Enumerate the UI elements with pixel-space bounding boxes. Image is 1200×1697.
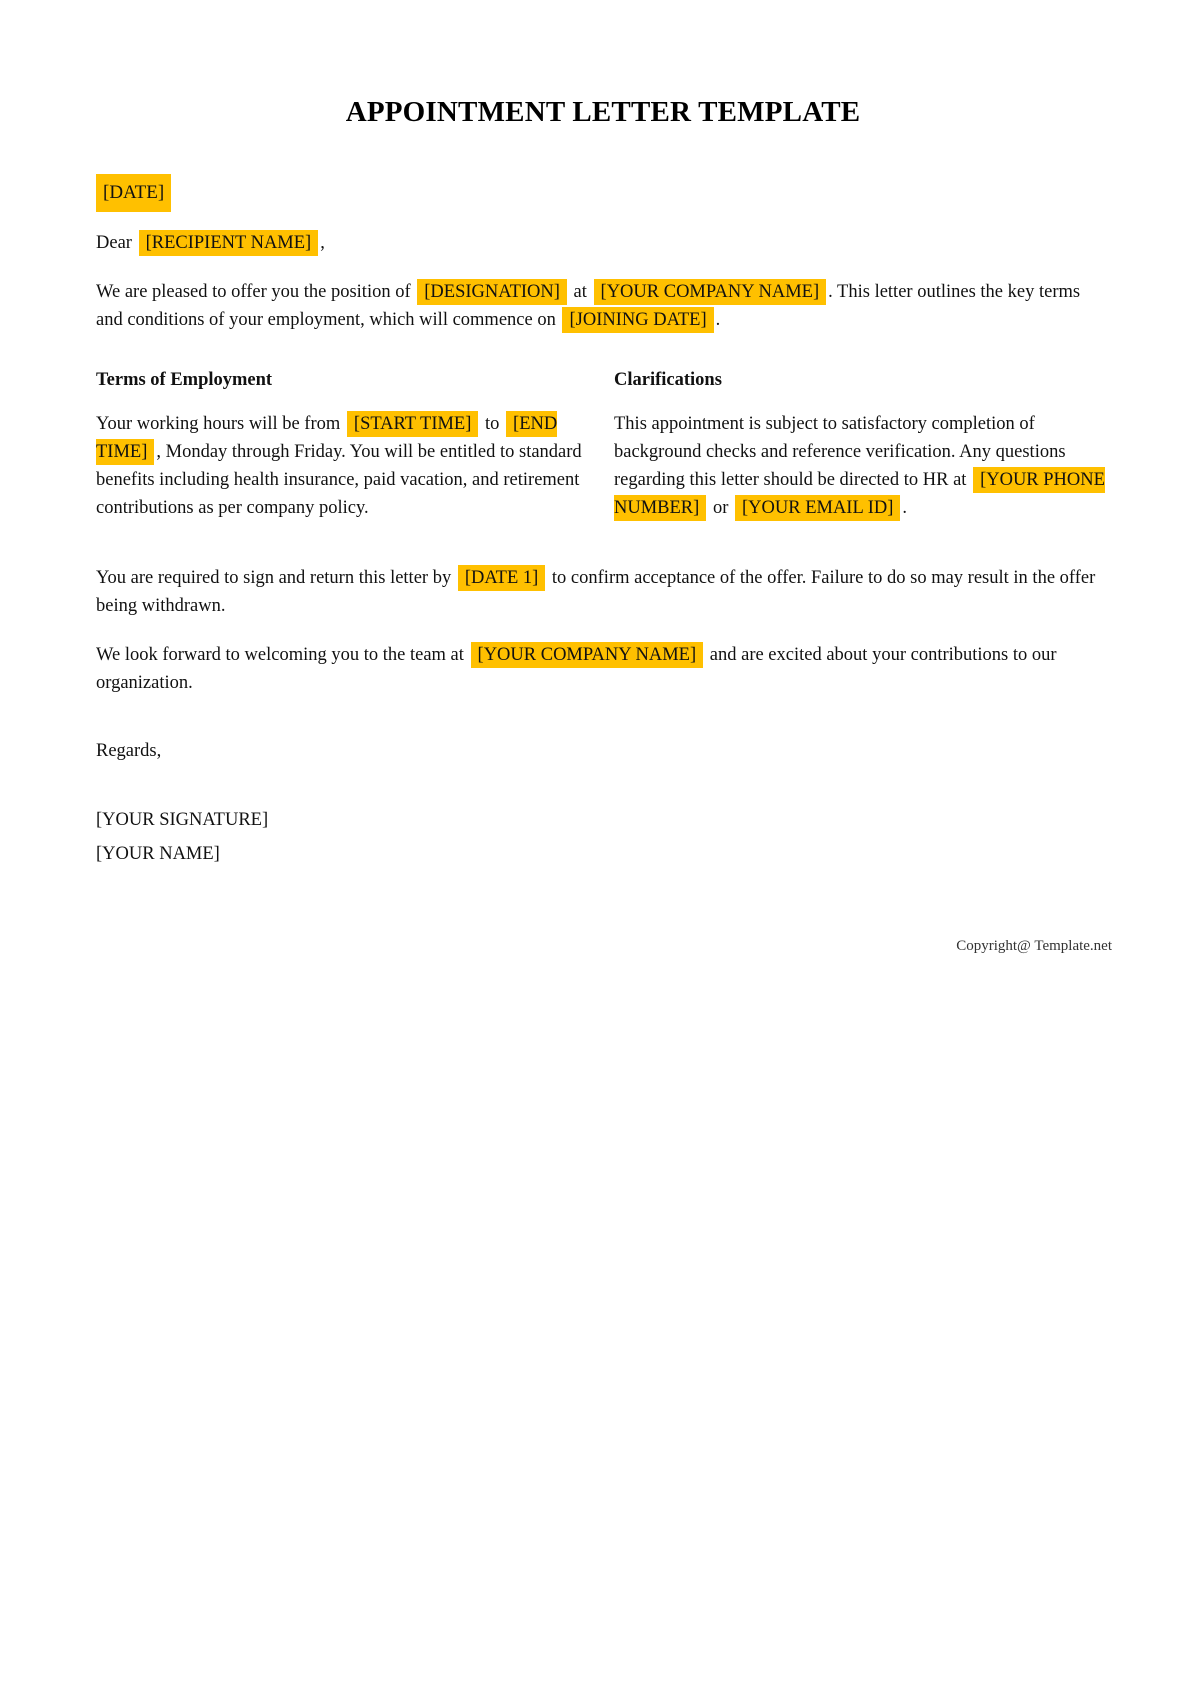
intro-text-2: at — [573, 282, 587, 302]
date-line — [96, 174, 171, 212]
copyright-notice: Copyright@ Template.net — [956, 938, 1112, 954]
greeting-prefix: Dear — [96, 233, 132, 253]
intro-text-3: . This letter outlines the key terms and conditions of your employment, which will commence on — [96, 282, 1081, 330]
clarifications-text-3: . — [902, 498, 908, 518]
welcome-company-placeholder[interactable]: [YOUR COMPANY NAME] — [471, 642, 704, 668]
terms-heading: Terms of Employment — [96, 370, 273, 390]
terms-text-2: to — [485, 414, 500, 434]
phone-number-placeholder[interactable]: [YOUR PHONE NUMBER] — [614, 467, 1105, 521]
clarifications-heading: Clarifications — [614, 370, 722, 390]
sign-request-text-1: You are required to sign and return this letter by — [96, 568, 452, 588]
company-name-placeholder[interactable]: [YOUR COMPANY NAME] — [594, 279, 827, 305]
welcome-text-2: and are excited about your contributions to our organization. — [96, 645, 1057, 693]
joining-date-placeholder[interactable]: [JOINING DATE] — [562, 307, 713, 333]
intro-text-4: . — [715, 310, 721, 330]
greeting-suffix: , — [320, 233, 325, 253]
sender-name-placeholder: [YOUR NAME] — [96, 844, 220, 864]
terms-paragraph — [96, 410, 596, 522]
clarifications-text-2: or — [712, 498, 729, 518]
end-time-placeholder[interactable]: [END TIME] — [96, 411, 557, 465]
document-title: APPOINTMENT LETTER TEMPLATE — [345, 96, 861, 128]
recipient-name-placeholder[interactable]: [RECIPIENT NAME] — [139, 230, 319, 256]
clarifications-section — [614, 366, 1114, 522]
sign-request-text-2: to confirm acceptance of the offer. Failure to do so may result in the offer being withdrawn. — [96, 568, 1096, 616]
welcome-paragraph — [96, 641, 1110, 697]
terms-section — [96, 366, 596, 522]
terms-text-1: Your working hours will be from — [96, 414, 341, 434]
terms-text-3: , Monday through Friday. You will be entitled to standard benefits including health insurance, paid vacation, and retirement contributions as per company policy. — [96, 442, 582, 518]
designation-placeholder[interactable]: [DESIGNATION] — [417, 279, 567, 305]
sign-request-paragraph — [96, 564, 1110, 620]
welcome-text-1: We look forward to welcoming you to the team at — [96, 645, 464, 665]
start-time-placeholder[interactable]: [START TIME] — [347, 411, 479, 437]
date1-placeholder[interactable]: [DATE 1] — [458, 565, 545, 591]
signature-placeholder: [YOUR SIGNATURE] — [96, 810, 269, 830]
greeting-line — [96, 229, 325, 257]
clarifications-text-1: This appointment is subject to satisfactory completion of background checks and reference verification. Any questions regarding this letter should be directed to HR at — [614, 414, 1066, 490]
date-placeholder[interactable]: [DATE] — [96, 174, 171, 212]
clarifications-paragraph — [614, 410, 1114, 522]
email-id-placeholder[interactable]: [YOUR EMAIL ID] — [735, 495, 900, 521]
intro-paragraph — [96, 278, 1110, 334]
intro-text-1: We are pleased to offer you the position of — [96, 282, 411, 302]
closing-line: Regards, — [96, 741, 162, 761]
